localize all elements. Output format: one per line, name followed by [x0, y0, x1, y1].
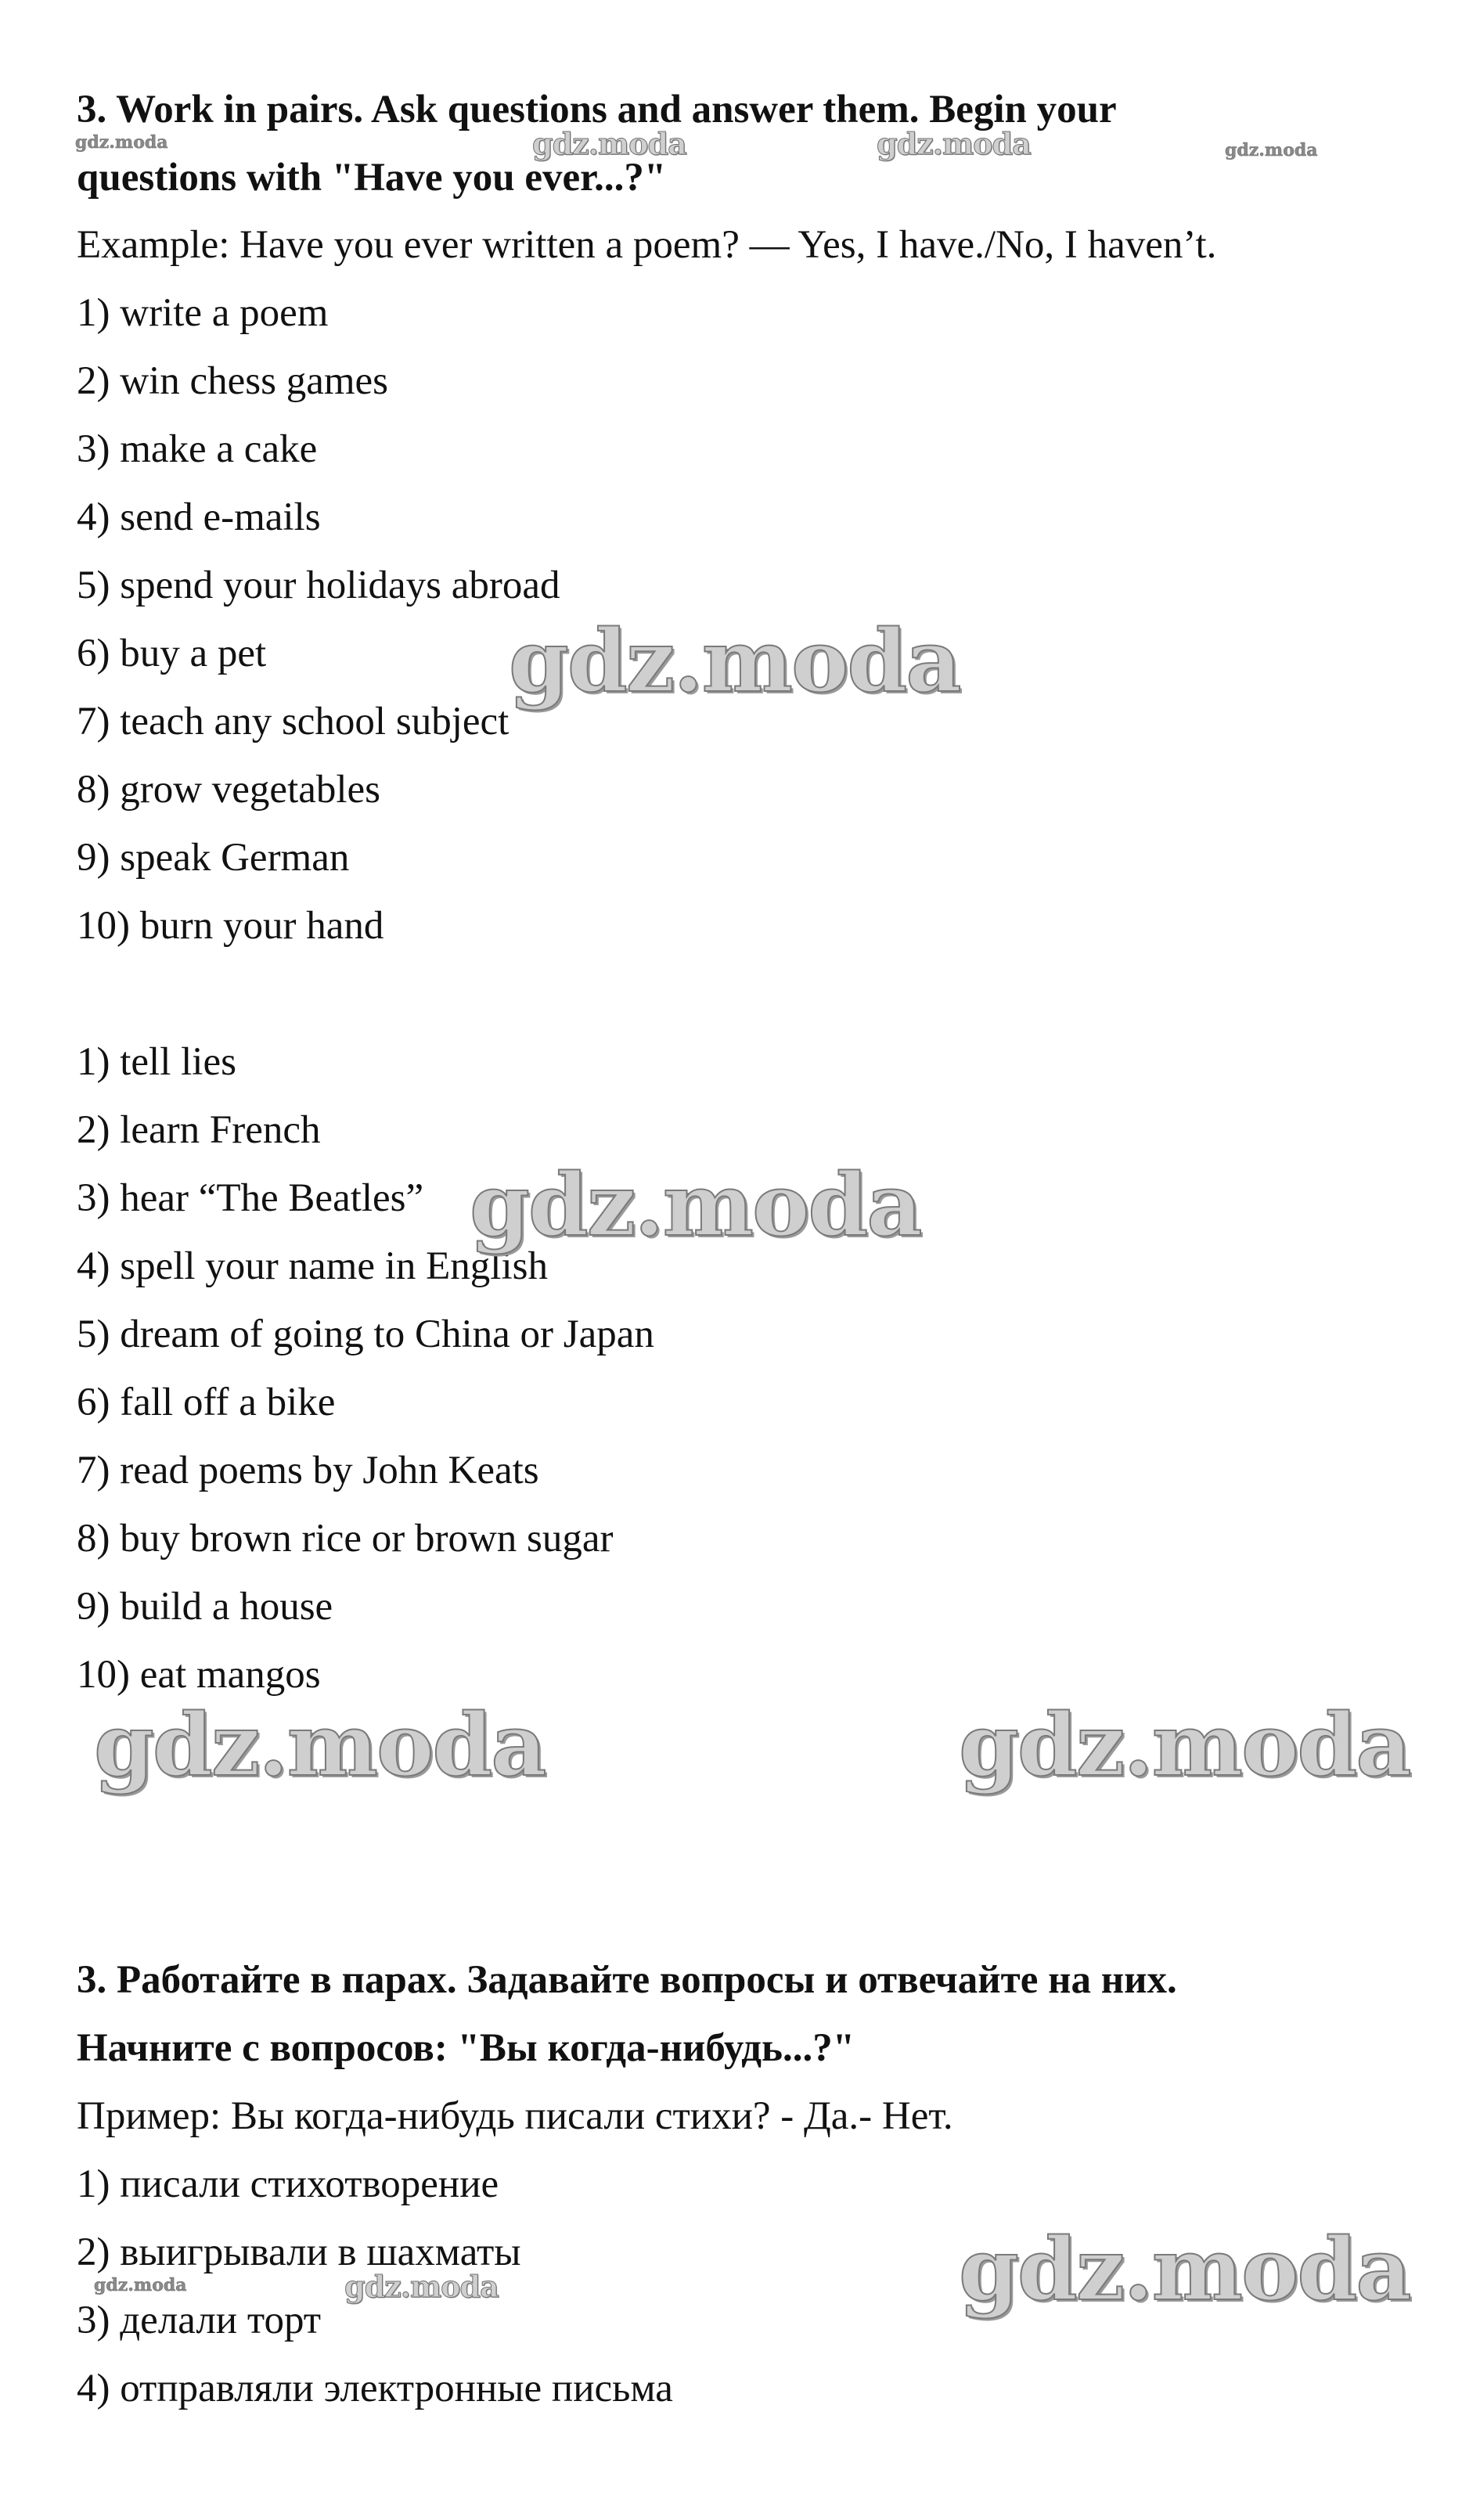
list-item: 3) make a cake	[77, 427, 318, 471]
list-item: 1) tell lies	[77, 1040, 236, 1084]
list-item: 2) learn French	[77, 1108, 321, 1152]
exercise-heading-line-2: questions with "Have you ever...?"	[77, 156, 667, 200]
list-item: 2) win chess games	[77, 359, 388, 403]
list-item: 1) писали стихотворение	[77, 2162, 499, 2206]
example-sentence: Example: Have you ever written a poem? — Yes, I have./No, I haven’t.	[77, 223, 1217, 267]
list-item: 4) spell your name in English	[77, 1244, 548, 1288]
list-item: 8) buy brown rice or brown sugar	[77, 1517, 614, 1561]
watermark: gdz.moda	[344, 2269, 499, 2304]
list-item: 5) spend your holidays abroad	[77, 563, 560, 607]
exercise-heading-ru-line-2: Начните с вопросов: "Вы когда-нибудь...?"	[77, 2026, 855, 2070]
watermark: gdz.moda	[1225, 140, 1318, 160]
watermark: gdz.moda	[509, 610, 960, 711]
watermark: gdz.moda	[94, 2275, 187, 2295]
list-item: 7) teach any school subject	[77, 700, 510, 743]
watermark: gdz.moda	[75, 132, 168, 153]
watermark: gdz.moda	[959, 2219, 1410, 2320]
watermark: gdz.moda	[94, 1694, 546, 1795]
list-item: 10) burn your hand	[77, 904, 384, 948]
watermark: gdz.moda	[959, 1694, 1410, 1795]
exercise-heading-ru-line-1: 3. Работайте в парах. Задавайте вопросы и отвечайте на них.	[77, 1958, 1177, 2002]
list-item: 4) отправляли электронные письма	[77, 2367, 673, 2410]
watermark: gdz.moda	[532, 126, 686, 161]
list-item: 6) buy a pet	[77, 632, 267, 675]
list-item: 6) fall off a bike	[77, 1381, 336, 1424]
list-item: 4) send e-mails	[77, 495, 321, 539]
list-item: 9) speak German	[77, 836, 350, 880]
watermark: gdz.moda	[877, 126, 1031, 161]
list-item: 3) hear “The Beatles”	[77, 1176, 424, 1220]
list-item: 7) read poems by John Keats	[77, 1449, 539, 1492]
list-item: 5) dream of going to China or Japan	[77, 1312, 654, 1356]
watermark: gdz.moda	[470, 1154, 921, 1255]
example-sentence-ru: Пример: Вы когда-нибудь писали стихи? - Да.- Нет.	[77, 2094, 953, 2138]
list-item: 2) выигрывали в шахматы	[77, 2230, 521, 2274]
list-item: 3) делали торт	[77, 2299, 322, 2342]
list-item: 1) write a poem	[77, 291, 329, 335]
list-item: 8) grow vegetables	[77, 768, 381, 812]
list-item: 10) eat mangos	[77, 1653, 321, 1697]
exercise-heading-line-1: 3. Work in pairs. Ask questions and answer them. Begin your	[77, 88, 1117, 131]
list-item: 9) build a house	[77, 1585, 333, 1629]
